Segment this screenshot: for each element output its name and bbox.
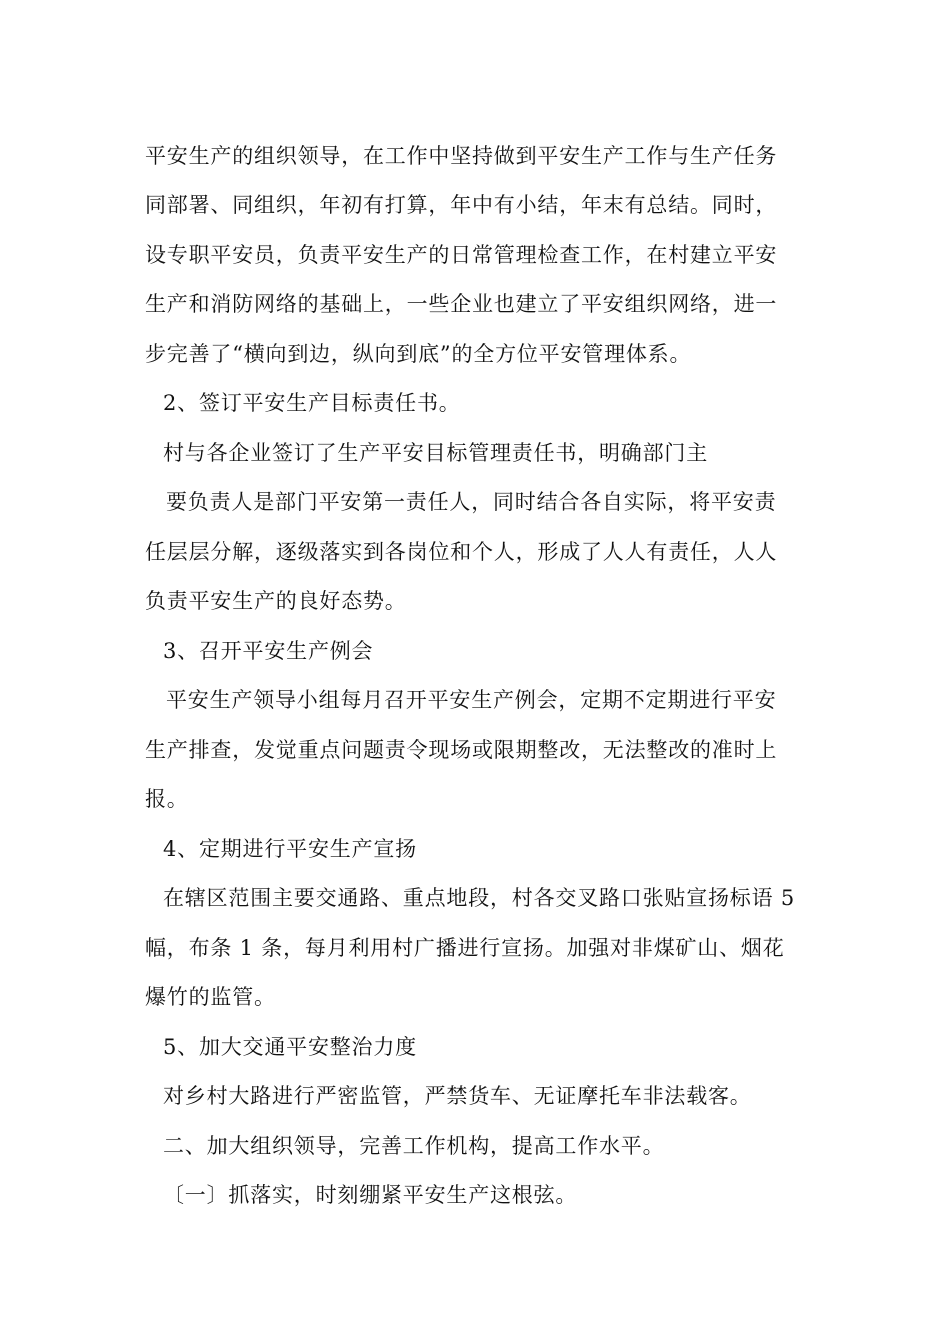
body-text-line: 同部署、同组织，年初有打算，年中有小结，年末有总结。同时， <box>145 193 778 217</box>
body-text-line: 村与各企业签订了生产平安目标管理责任书，明确部门主 <box>163 441 708 465</box>
body-text-line: 生产和消防网络的基础上，一些企业也建立了平安组织网络，进一 <box>145 292 778 316</box>
body-text-line: 步完善了“横向到边，纵向到底”的全方位平安管理体系。 <box>145 342 692 366</box>
body-text-line: 对乡村大路进行严密监管，严禁货车、无证摩托车非法载客。 <box>163 1084 752 1108</box>
body-text-line: 爆竹的监管。 <box>145 985 276 1009</box>
body-text-line: 负责平安生产的良好态势。 <box>145 589 407 613</box>
body-text-line: 要负责人是部门平安第一责任人，同时结合各自实际，将平安责 <box>166 490 777 514</box>
body-text-line: 生产排查，发觉重点问题责令现场或限期整改，无法整改的准时上 <box>145 738 778 762</box>
body-text-line: 平安生产的组织领导，在工作中坚持做到平安生产工作与生产任务 <box>145 144 778 168</box>
body-text-line: 幅，布条 1 条，每月利用村广播进行宣扬。加强对非煤矿山、烟花 <box>145 936 785 960</box>
body-text-line: 报。 <box>145 787 189 811</box>
body-text-line: 设专职平安员，负责平安生产的日常管理检查工作，在村建立平安 <box>145 243 778 267</box>
section-heading: 3、召开平安生产例会 <box>163 639 374 663</box>
subsection-heading: 〔一〕抓落实，时刻绷紧平安生产这根弦。 <box>163 1183 578 1207</box>
body-text-line: 平安生产领导小组每月召开平安生产例会，定期不定期进行平安 <box>166 688 777 712</box>
body-text-line: 在辖区范围主要交通路、重点地段，村各交叉路口张贴宣扬标语 5 <box>163 886 796 910</box>
section-heading: 2、签订平安生产目标责任书。 <box>163 391 461 415</box>
section-heading: 4、定期进行平安生产宣扬 <box>163 837 417 861</box>
section-heading: 二、加大组织领导，完善工作机构，提高工作水平。 <box>163 1134 665 1158</box>
section-heading: 5、加大交通平安整治力度 <box>163 1035 417 1059</box>
body-text-line: 任层层分解，逐级落实到各岗位和个人，形成了人人有责任，人人 <box>145 540 778 564</box>
